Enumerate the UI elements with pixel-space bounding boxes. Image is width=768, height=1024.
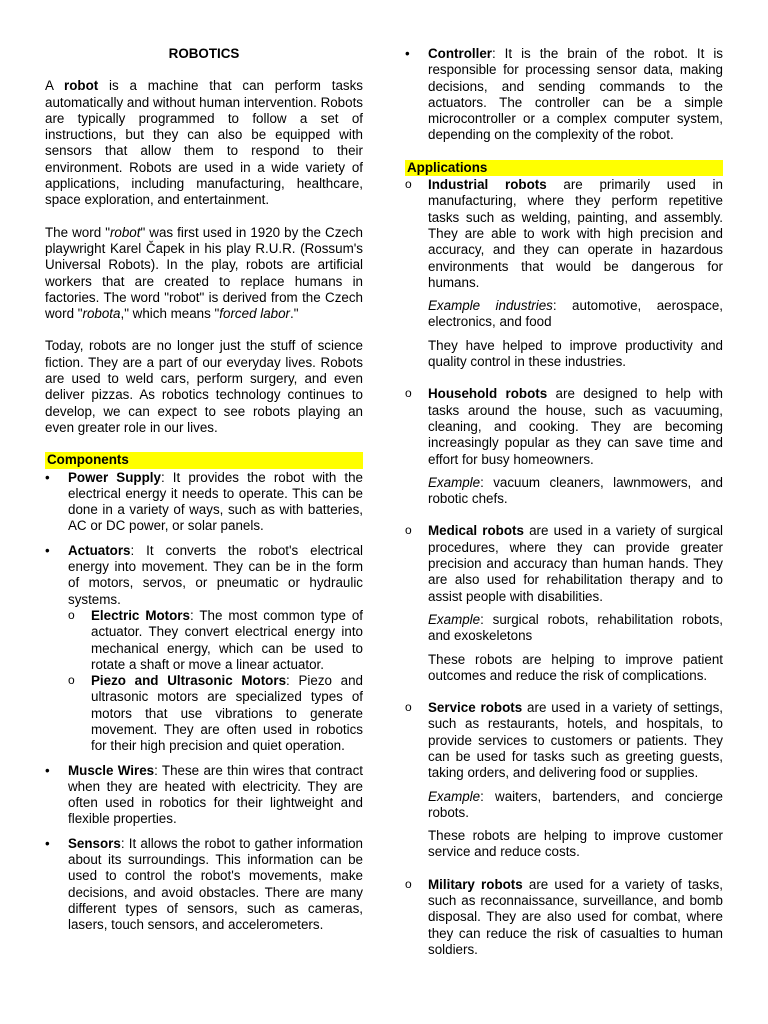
applications-heading: Applications [405,160,723,176]
list-item: o Piezo and Ultrasonic Motors: Piezo and ultrasonic motors are specialized types of motors that use vibrations to generate movement. They are often used in robotics for their high precision and quiet operation. [68,673,364,754]
intro-paragraph-3: Today, robots are no longer just the stuff of science fiction. They are a part of our everyday lives. Robots are used to weld cars, perform surgery, and even deliver pizzas. As robotics technology continues to develop, we can expect to see robots playing an even greater role in our lives. [45,338,363,435]
circle-bullet-icon: o [405,177,412,192]
circle-bullet-icon: o [405,876,412,891]
example-line: Example: waiters, bartenders, and concierge robots. [428,788,723,820]
example-line: Example: surgical robots, rehabilitation robots, and exoskeletons [428,611,723,644]
document-title: ROBOTICS [168,46,240,61]
list-item: o Service robots are used in a variety of settings, such as restaurants, hotels, and hospitals, to provide services to customers or patients. They can be used for tasks such as greeting guests, taking orders, and delivering food or supplies. Example: waiters, bartenders, and concierge robots. These robots are helping to improve customer service and reduce costs. [405,700,724,860]
example-line: Example: vacuum cleaners, lawnmowers, and robotic chefs. [428,474,723,507]
list-item: • Power Supply: It provides the robot with the electrical energy it needs to operate. This can be done in a variety of ways, such as with batteries, AC or DC power, or solar panels. [45,469,363,534]
note-line: They have helped to improve productivity and quality control in these industries. [428,337,723,370]
bullet-icon: • [45,762,50,778]
bullet-icon: • [405,46,410,61]
circle-bullet-icon: o [405,386,412,401]
note-line: These robots are helping to improve patient outcomes and reduce the risk of complications. [428,651,723,683]
circle-bullet-icon: o [68,607,75,622]
circle-bullet-icon: o [405,700,412,715]
bullet-icon: • [45,469,50,485]
circle-bullet-icon: o [68,673,75,688]
right-column [405,46,723,967]
list-item: o Industrial robots are primarily used in manufacturing, where they perform repetitive tasks such as welding, painting, and assembly. They are able to work with high precision and accuracy, and they can operate in hazardous environments that would be dangerous for humans. Example industries: automotive, aerospace, electronics, and food They have helped to improve productivity and quality control in these industries. [405,177,723,370]
components-list-continued [405,46,723,144]
list-item: • Muscle Wires: These are thin wires that contract when they are heated with electricity. They are often used in robotics for their lightweight and flexible properties. [45,762,363,827]
list-item: • Sensors: It allows the robot to gather information about its surroundings. This information can be used to control the robot's movements, make decisions, and avoid obstacles. There are many different types of sensors, such as cameras, lasers, touch sensors, and accelerometers. [45,835,363,933]
example-line: Example industries: automotive, aerospace, electronics, and food [428,298,723,330]
applications-list [405,177,723,958]
circle-bullet-icon: o [405,523,412,538]
actuator-types-list [68,608,363,755]
list-item: • Controller: It is the brain of the robot. It is responsible for processing sensor data, making decisions, and sending commands to the actuators. The controller can be a simple microcontroller or a complex computer system, depending on the complexity of the robot. [405,46,723,143]
bullet-icon: • [45,542,50,558]
list-item: o Electric Motors: The most common type of actuator. They convert electrical energy into mechanical energy, which can be used to rotate a shaft or move a linear actuator. [68,607,363,672]
components-list [45,470,363,934]
components-heading: Components [45,452,363,468]
list-item: o Household robots are designed to help with tasks around the house, such as vacuuming, cleaning, and cooking. They are becoming increasingly popular as they can save time and effort for busy homeowners. Example: vacuum cleaners, lawnmowers, and robotic chefs. [405,386,723,507]
list-item: o Medical robots are used in a variety of surgical procedures, where they can provide greater precision and accuracy than human hands. They are also used for rehabilitation therapy and to assist people with disabilities. Example: surgical robots, rehabilitation robots, and exoskeletons These robots are helping to improve patient outcomes and reduce the risk of complications. [405,523,723,683]
bullet-icon: • [45,835,50,851]
list-item: • Actuators: It converts the robot's electrical energy into movement. They can be in the form of motors, servos, or pneumatic or hydraulic systems. o Electric Motors: The most common type of actuator. They convert electrical energy into mechanical energy, which can be used to rotate a shaft or move a linear actuator. o Piezo and Ultrasonic Motors: Piezo and ultrasonic motors are specialized types of motors that use vibrations to generate movement. They are often used in robotics for their high precision and quiet operation. [45,542,364,754]
list-item: o Military robots are used for a variety of tasks, such as reconnaissance, surveillance, and bomb disposal. They are also used for combat, where they can reduce the risk of casualties to human soldiers. [405,876,723,957]
left-column [45,46,363,942]
note-line: These robots are helping to improve customer service and reduce costs. [428,828,723,860]
intro-paragraph-2: The word "robot" was first used in 1920 by the Czech playwright Karel Čapek in his play R.U.R. (Rossum's Universal Robots). In the play, robots are artificial workers that are created to replace humans in factories. The word "robot" is derived from the Czech word "robota," which means "forced labor." [45,224,363,322]
intro-paragraph-1: A robot is a machine that can perform tasks automatically and without human intervention. Robots are typically programmed to follow a set of instructions, but they can also be equipped with sensors that allow them to respond to their environment. Robots are used in a wide variety of applications, including manufacturing, healthcare, space exploration, and entertainment. [45,78,363,208]
